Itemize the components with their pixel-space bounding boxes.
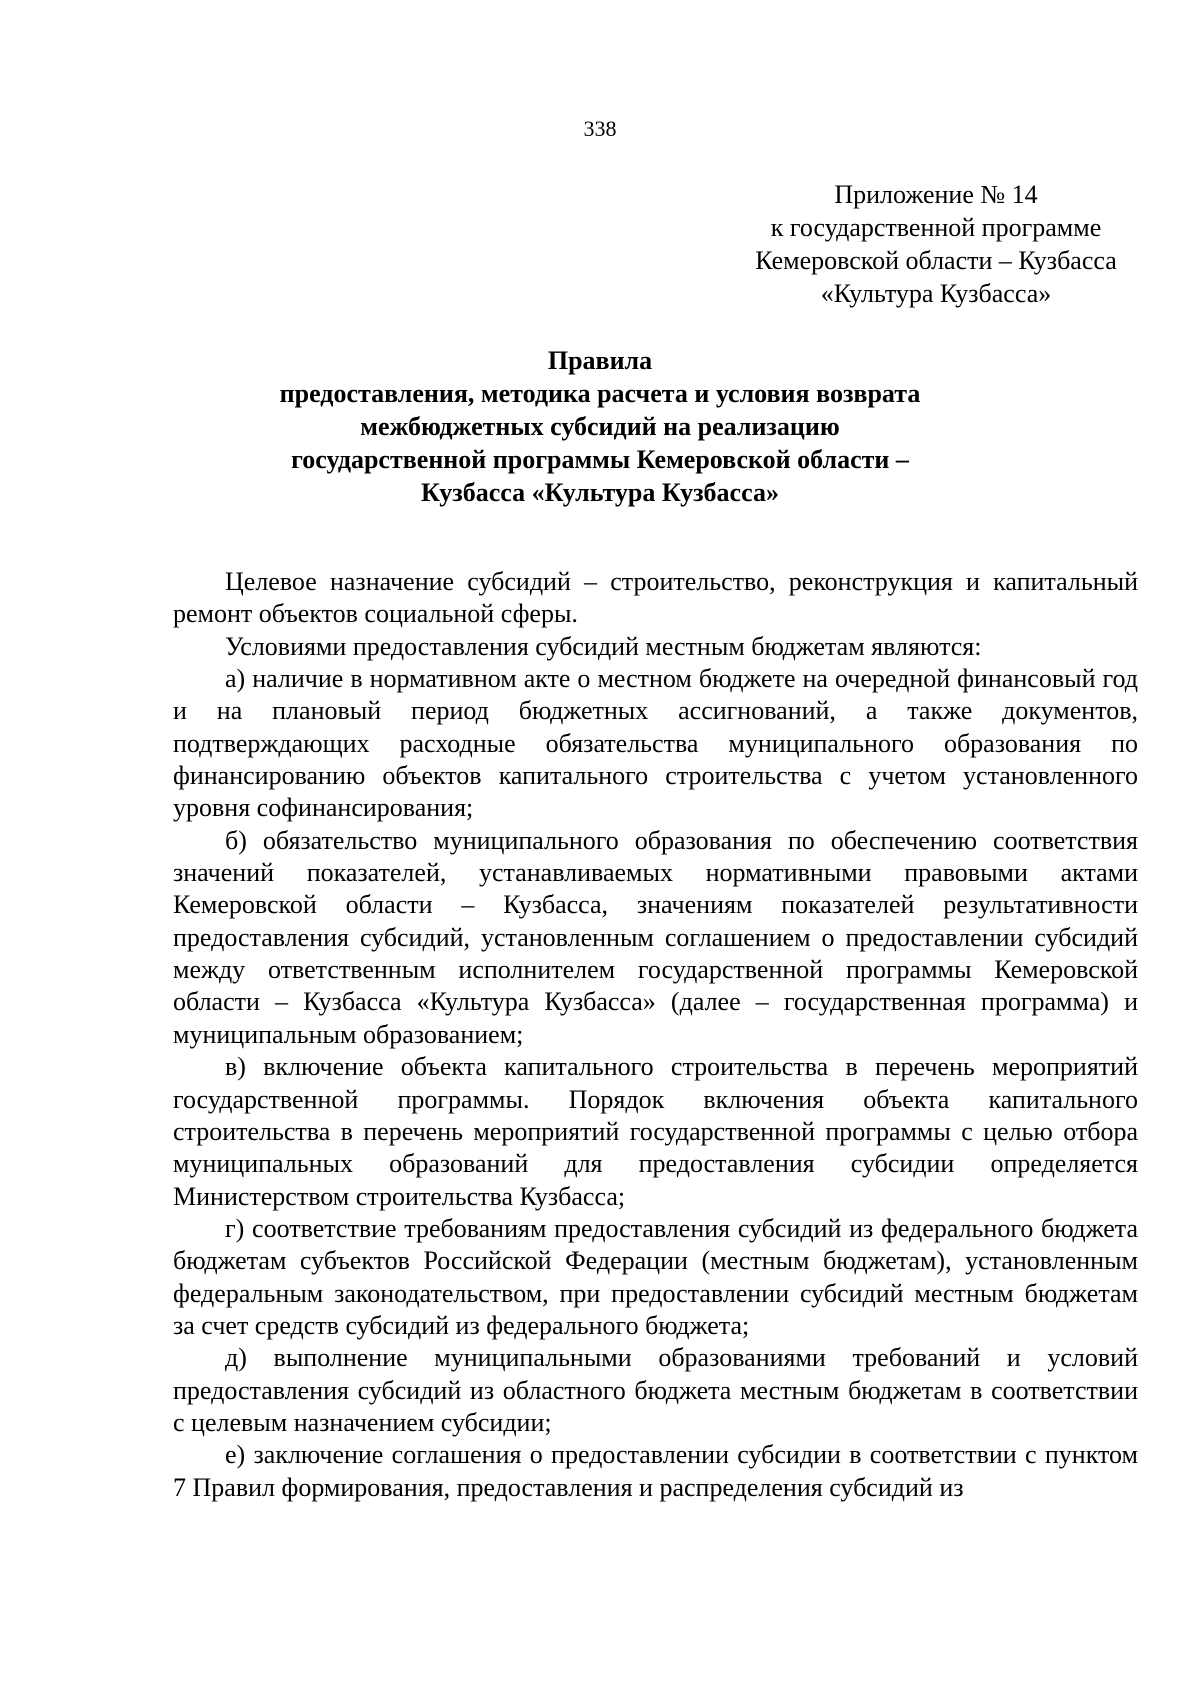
appendix-program-ref: к государственной программе [770, 213, 1102, 242]
paragraph-conditions-intro: Условиями предоставления субсидий местным бюджетам являются: [225, 631, 982, 661]
paragraph-condition-g: г) соответствие требованиям предоставления субсидий из федерального бюджета бюджетам субъектов Российской Федерации (местным бюджетам), установленным федеральным законодательством, при предоставлении субсидий местным бюджетам за счет средств субсидий из федерального бюджета; [173, 1213, 1138, 1340]
paragraph-purpose: Целевое назначение субсидий – строительство, реконструкция и капитальный ремонт объектов социальной сферы. [173, 567, 1138, 629]
appendix-number: Приложение № 14 [834, 180, 1038, 209]
paragraph-condition-v: в) включение объекта капитального строительства в перечень мероприятий государственной программы. Порядок включения объекта капитального строительства в перечень мероприятий государственной программы с целью отбора муниципальных образований для предоставления субсидии определяется Министерством строительства Кузбасса; [173, 1052, 1138, 1211]
title-line-2: предоставления, методика расчета и условия возврата [279, 379, 921, 408]
document-title [170, 344, 1030, 509]
paragraph-condition-e: е) заключение соглашения о предоставлении субсидии в соответствии с пунктом 7 Правил формирования, предоставления и распределения субсидий из [173, 1440, 1138, 1502]
paragraph-condition-d: д) выполнение муниципальными образованиями требований и условий предоставления субсидий из областного бюджета местным бюджетам в соответствии с целевым назначением субсидии; [173, 1343, 1138, 1437]
paragraph-condition-a: а) наличие в нормативном акте о местном бюджете на очередной финансовый год и на плановый период бюджетных ассигнований, а также документов, подтверждающих расходные обязательства муниципального образования по финансированию объектов капитального строительства с учетом установленного уровня софинансирования; [173, 664, 1138, 823]
title-line-3: межбюджетных субсидий на реализацию [360, 412, 840, 441]
paragraph-condition-b: б) обязательство муниципального образования по обеспечению соответствия значений показателей, устанавливаемых нормативными правовыми актами Кемеровской области – Кузбасса, значениям показателей результативности предоставления субсидий, установленным соглашением о предоставлении субсидий между ответственным исполнителем государственной программы Кемеровской области – Кузбасса «Культура Кузбасса» (далее – государственная программа) и муниципальным образованием; [173, 825, 1138, 1049]
page-number: 338 [583, 116, 617, 141]
appendix-region: Кемеровской области – Кузбасса [755, 246, 1117, 275]
title-line-5: Кузбасса «Культура Кузбасса» [421, 478, 779, 507]
appendix-header [706, 178, 1166, 310]
title-line-4: государственной программы Кемеровской области – [291, 445, 909, 474]
document-body [173, 566, 1138, 1504]
title-line-1: Правила [547, 346, 653, 375]
appendix-program-name: «Культура Кузбасса» [820, 279, 1052, 308]
